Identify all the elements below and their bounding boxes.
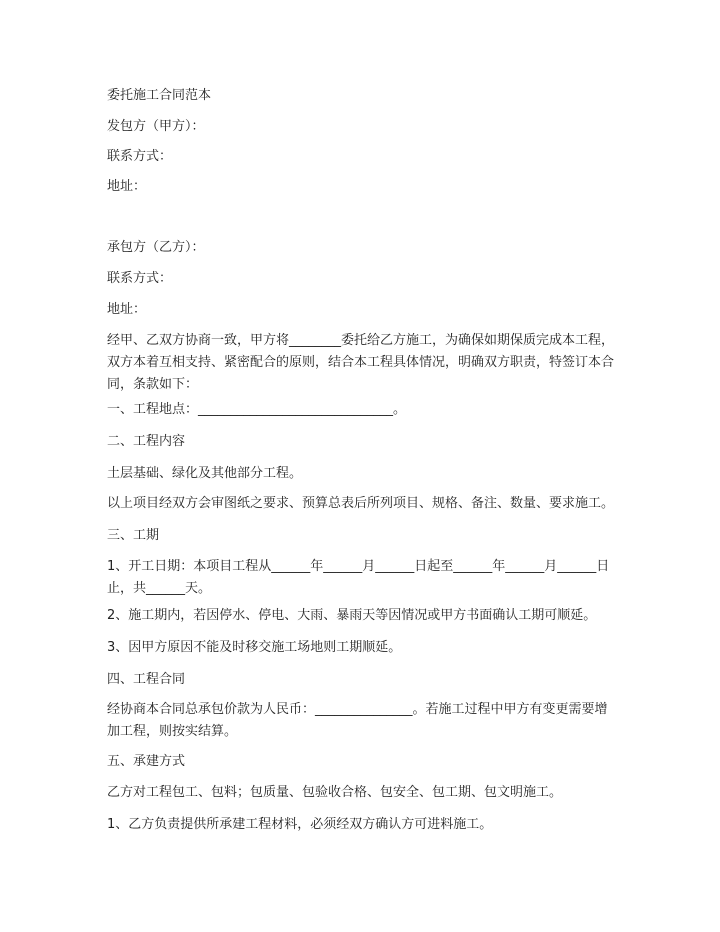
- party-a-address: 地址：: [107, 179, 147, 194]
- preamble-paragraph: 经甲、乙双方协商一致，甲方将________委托给乙方施工，为确保如期保质完成本工程，双方本着互相支持、紧密配合的原则，结合本工程具体情况，明确双方职责，特签订本合同，条款如下：: [107, 333, 615, 392]
- section-4-heading: 四、工程合同: [107, 672, 186, 687]
- section-4-content: 经协商本合同总承包价款为人民币：_______________。若施工过程中甲方有变更需要增加工程，则按实结算。: [107, 702, 608, 739]
- party-a-contact: 联系方式：: [107, 149, 173, 164]
- party-b-address: 地址：: [107, 302, 147, 317]
- section-2-heading: 二、工程内容: [107, 434, 186, 449]
- section-3-item-2: 2、施工期内，若因停水、停电、大雨、暴雨天等因情况或甲方书面确认工期可顺延。: [107, 608, 597, 623]
- party-b-contact: 联系方式：: [107, 271, 173, 286]
- section-2-note: 以上项目经双方会审图纸之要求、预算总表后所列项目、规格、备注、数量、要求施工。: [107, 496, 615, 511]
- section-5-heading: 五、承建方式: [107, 754, 186, 769]
- section-5-item-1: 1、乙方负责提供所承建工程材料，必须经双方确认方可进料施工。: [107, 817, 493, 832]
- section-5-content: 乙方对工程包工、包料；包质量、包验收合格、包安全、包工期、包文明施工。: [107, 785, 563, 800]
- section-3-item-1: 1、开工日期：本项目工程从______年______月______日起至______年______月______日止，共______天。: [107, 559, 610, 596]
- section-2-content: 土层基础、绿化及其他部分工程。: [107, 466, 303, 481]
- section-3-heading: 三、工期: [107, 528, 160, 543]
- party-a-label: 发包方（甲方）：: [107, 119, 205, 134]
- party-b-label: 承包方（乙方）：: [107, 240, 205, 255]
- document-title: 委托施工合同范本: [107, 88, 212, 103]
- section-3-item-3: 3、因甲方原因不能及时移交施工场地则工期顺延。: [107, 640, 402, 655]
- section-1-location: 一、工程地点：______________________________。: [107, 402, 407, 417]
